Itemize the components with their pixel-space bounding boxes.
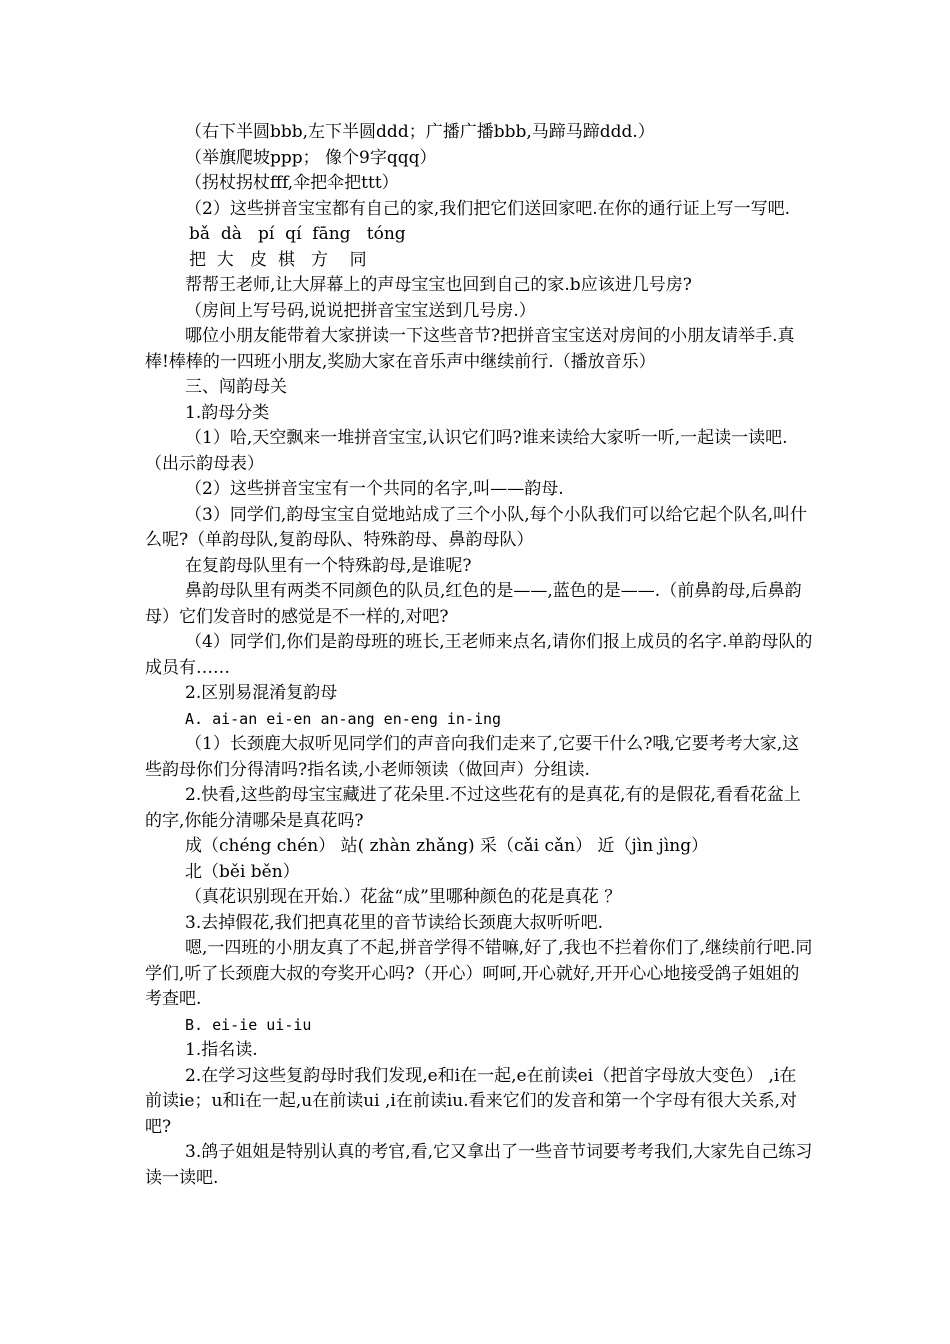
paragraph: （1）哈,天空飘来一堆拼音宝宝,认识它们吗?谁来读给大家听一听,一起读一读吧.（出示韵母表） xyxy=(145,428,788,474)
paragraph: （右下半圆bbb,左下半圆ddd；广播广播bbb,马蹄马蹄ddd.） xyxy=(185,122,655,142)
paragraph: 2.区别易混淆复韵母 xyxy=(185,683,338,703)
paragraph: B. ei-ie ui-iu xyxy=(185,1015,312,1034)
paragraph: 把 大 皮 棋 方 同 xyxy=(189,249,367,270)
paragraph: 成（chéng chén） 站( zhàn zhǎng) 采（cǎi cǎn） 近（jìn jìng） xyxy=(185,836,709,856)
paragraph: 哪位小朋友能带着大家拼读一下这些音节?把拼音宝宝送对房间的小朋友请举手.真棒!棒棒的一四班小朋友,奖励大家在音乐声中继续前行.（播放音乐） xyxy=(145,326,795,372)
paragraph: 2.在学习这些复韵母时我们发现,e和i在一起,e在前读ei（把首字母放大变色） ,i在前读ie；u和i在一起,u在前读ui ,i在前读iu.看来它们的发音和第一个字母有很大关系,对吧? xyxy=(145,1065,798,1137)
paragraph: （举旗爬坡ppp； 像个9字qqq） xyxy=(185,147,437,168)
paragraph: （4）同学们,你们是韵母班的班长,王老师来点名,请你们报上成员的名字.单韵母队的成员有…… xyxy=(145,632,813,678)
paragraph: （房间上写号码,说说把拼音宝宝送到几号房.） xyxy=(185,300,536,321)
paragraph: A. ai-an ei-en an-ang en-eng in-ing xyxy=(185,709,502,728)
paragraph: （2）这些拼音宝宝有一个共同的名字,叫——韵母. xyxy=(185,479,564,499)
paragraph: 1.韵母分类 xyxy=(185,402,270,423)
paragraph: （拐杖拐杖fff,伞把伞把ttt） xyxy=(185,173,399,193)
paragraph: （真花识别现在开始.）花盆“成”里哪种颜色的花是真花 ？ xyxy=(185,887,622,907)
document-body xyxy=(145,120,813,1191)
paragraph: 北（běi běn） xyxy=(185,861,300,882)
paragraph: 1.指名读. xyxy=(185,1040,258,1060)
paragraph: 三、闯韵母关 xyxy=(185,377,287,397)
paragraph: 3.鸽子姐姐是特别认真的考官,看,它又拿出了一些音节词要考考我们,大家先自己练习读一读吧. xyxy=(145,1142,813,1188)
paragraph: 在复韵母队里有一个特殊韵母,是谁呢? xyxy=(185,555,472,576)
paragraph: 帮帮王老师,让大屏幕上的声母宝宝也回到自己的家.b应该进几号房? xyxy=(185,275,692,295)
paragraph: 2.快看,这些韵母宝宝藏进了花朵里.不过这些花有的是真花,有的是假花,看看花盆上的字,你能分清哪朵是真花吗? xyxy=(145,785,801,831)
paragraph: （1）长颈鹿大叔听见同学们的声音向我们走来了,它要干什么?哦,它要考考大家,这些韵母你们分得清吗?指名读,小老师领读（做回声）分组读. xyxy=(145,734,800,780)
paragraph: （3）同学们,韵母宝宝自觉地站成了三个小队,每个小队我们可以给它起个队名,叫什么呢?（单韵母队,复韵母队、特殊韵母、鼻韵母队） xyxy=(145,504,808,550)
paragraph: 嗯,一四班的小朋友真了不起,拼音学得不错嘛,好了,我也不拦着你们了,继续前行吧.同学们,听了长颈鹿大叔的夸奖开心吗?（开心）呵呵,开心就好,开开心心地接受鸽子姐姐的考查吧. xyxy=(145,938,813,1009)
paragraph: 3.去掉假花,我们把真花里的音节读给长颈鹿大叔听听吧. xyxy=(185,912,604,933)
paragraph: （2）这些拼音宝宝都有自己的家,我们把它们送回家吧.在你的通行证上写一写吧. xyxy=(185,198,791,219)
paragraph: bǎ dà pí qí fāng tóng xyxy=(189,224,406,244)
paragraph: 鼻韵母队里有两类不同颜色的队员,红色的是——,蓝色的是——.（前鼻韵母,后鼻韵母）它们发音时的感觉是不一样的,对吧? xyxy=(145,581,802,627)
